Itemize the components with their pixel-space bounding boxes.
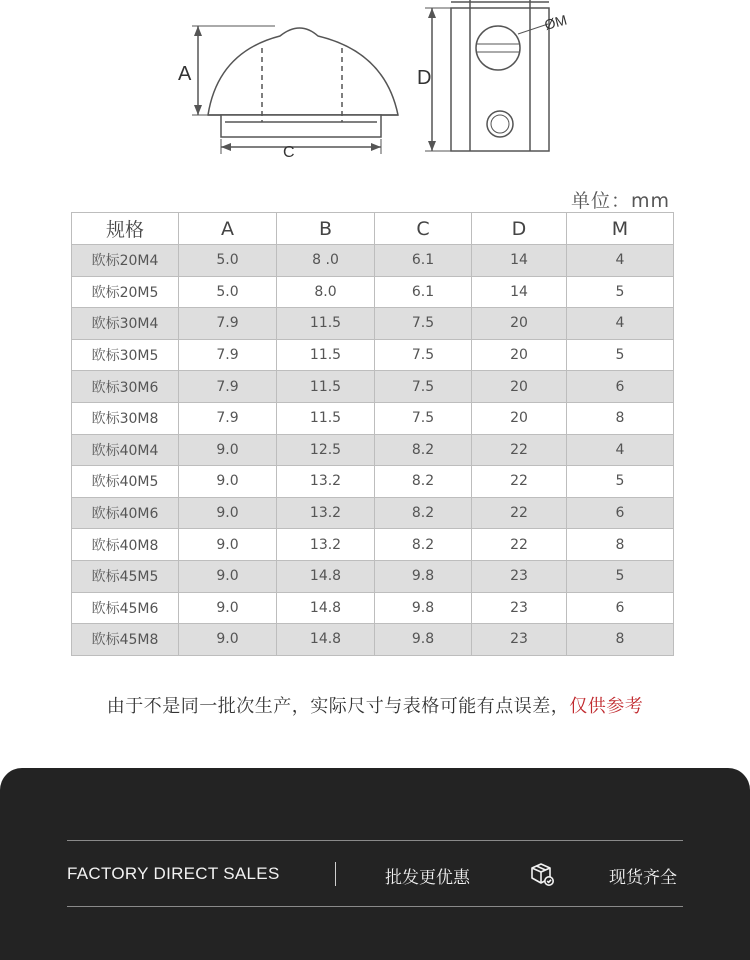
cell-m: 5: [567, 339, 674, 371]
cell-c: 6.1: [375, 276, 472, 308]
cell-b: 14.8: [277, 592, 375, 624]
table-row: [72, 434, 674, 466]
cell-spec: 欧标40M4: [72, 434, 179, 466]
table-row: [72, 371, 674, 403]
header-c: C: [375, 213, 472, 245]
cell-b: 11.5: [277, 308, 375, 340]
cell-a: 5.0: [179, 245, 277, 277]
cell-d: 14: [472, 276, 567, 308]
cell-c: 7.5: [375, 339, 472, 371]
cell-a: 9.0: [179, 624, 277, 656]
unit-label: 单位：mm: [570, 190, 670, 212]
cell-d: 23: [472, 560, 567, 592]
cell-m: 5: [567, 466, 674, 498]
cell-b: 13.2: [277, 466, 375, 498]
cell-d: 20: [472, 402, 567, 434]
cell-c: 8.2: [375, 466, 472, 498]
disclaimer-text: 由于不是同一批次生产，实际尺寸与表格可能有点误差，: [106, 696, 570, 717]
footer-vertical-divider: [335, 862, 336, 886]
cell-m: 4: [567, 245, 674, 277]
cell-a: 7.9: [179, 339, 277, 371]
cell-spec: 欧标30M6: [72, 371, 179, 403]
table-row: [72, 402, 674, 434]
cell-m: 5: [567, 560, 674, 592]
cell-m: 6: [567, 592, 674, 624]
cell-b: 13.2: [277, 497, 375, 529]
cell-b: 8.0: [277, 276, 375, 308]
cell-spec: 欧标20M5: [72, 276, 179, 308]
cell-spec: 欧标40M5: [72, 466, 179, 498]
cell-d: 23: [472, 592, 567, 624]
cell-m: 6: [567, 497, 674, 529]
cell-b: 14.8: [277, 560, 375, 592]
cell-d: 22: [472, 466, 567, 498]
cell-c: 8.2: [375, 529, 472, 561]
table-row: [72, 560, 674, 592]
cell-d: 22: [472, 529, 567, 561]
table-header-row: [72, 213, 674, 245]
cell-c: 7.5: [375, 308, 472, 340]
table-row: [72, 497, 674, 529]
table-row: [72, 308, 674, 340]
cell-b: 13.2: [277, 529, 375, 561]
factory-direct-sales-text: FACTORY DIRECT SALES: [67, 864, 280, 883]
table-row: [72, 466, 674, 498]
header-m: M: [567, 213, 674, 245]
cell-a: 7.9: [179, 371, 277, 403]
cell-b: 11.5: [277, 402, 375, 434]
table-row: [72, 339, 674, 371]
cell-b: 11.5: [277, 339, 375, 371]
dimension-label-d: D: [417, 67, 432, 89]
cell-d: 20: [472, 371, 567, 403]
cell-d: 20: [472, 308, 567, 340]
cell-m: 8: [567, 624, 674, 656]
cell-spec: 欧标45M5: [72, 560, 179, 592]
cell-spec: 欧标45M8: [72, 624, 179, 656]
cell-d: 23: [472, 624, 567, 656]
cell-a: 7.9: [179, 308, 277, 340]
dimension-label-m: ØM: [542, 11, 569, 33]
footer-divider-top: [67, 840, 683, 841]
cell-b: 11.5: [277, 371, 375, 403]
table-row: [72, 276, 674, 308]
cell-m: 8: [567, 402, 674, 434]
cell-a: 9.0: [179, 497, 277, 529]
dimension-label-a: A: [178, 63, 192, 85]
cell-spec: 欧标30M8: [72, 402, 179, 434]
cell-a: 7.9: [179, 402, 277, 434]
table-row: [72, 592, 674, 624]
cell-d: 22: [472, 434, 567, 466]
header-spec: 规格: [72, 213, 179, 245]
disclaimer-highlight: 仅供参考: [569, 696, 644, 717]
cell-m: 4: [567, 434, 674, 466]
cell-b: 14.8: [277, 624, 375, 656]
cell-m: 5: [567, 276, 674, 308]
cell-spec: 欧标20M4: [72, 245, 179, 277]
cell-c: 9.8: [375, 592, 472, 624]
cell-a: 9.0: [179, 529, 277, 561]
cell-d: 20: [472, 339, 567, 371]
cell-spec: 欧标30M5: [72, 339, 179, 371]
dimension-label-c: C: [283, 144, 295, 161]
table-row: [72, 624, 674, 656]
in-stock-text: 现货齐全: [609, 868, 677, 888]
cell-spec: 欧标45M6: [72, 592, 179, 624]
wholesale-promo-text: 批发更优惠: [385, 868, 470, 888]
disclaimer-note: [0, 692, 750, 718]
cell-spec: 欧标40M8: [72, 529, 179, 561]
cell-b: 12.5: [277, 434, 375, 466]
table-row: [72, 529, 674, 561]
header-b: B: [277, 213, 375, 245]
cell-c: 7.5: [375, 402, 472, 434]
spec-table: [71, 212, 674, 656]
header-d: D: [472, 213, 567, 245]
header-a: A: [179, 213, 277, 245]
cell-c: 8.2: [375, 497, 472, 529]
dimension-diagram: [0, 0, 750, 185]
cell-c: 9.8: [375, 560, 472, 592]
cell-spec: 欧标30M4: [72, 308, 179, 340]
footer-banner: [0, 768, 750, 960]
cell-c: 9.8: [375, 624, 472, 656]
cell-c: 6.1: [375, 245, 472, 277]
package-box-icon: [529, 861, 555, 887]
cell-a: 9.0: [179, 434, 277, 466]
cell-m: 8: [567, 529, 674, 561]
cell-d: 22: [472, 497, 567, 529]
cell-c: 8.2: [375, 434, 472, 466]
cell-a: 9.0: [179, 592, 277, 624]
cell-m: 6: [567, 371, 674, 403]
footer-divider-bottom: [67, 906, 683, 907]
cell-a: 9.0: [179, 560, 277, 592]
cell-a: 9.0: [179, 466, 277, 498]
cell-a: 5.0: [179, 276, 277, 308]
table-row: [72, 245, 674, 277]
cell-d: 14: [472, 245, 567, 277]
cell-m: 4: [567, 308, 674, 340]
cell-b: 8 .0: [277, 245, 375, 277]
cell-spec: 欧标40M6: [72, 497, 179, 529]
cell-c: 7.5: [375, 371, 472, 403]
